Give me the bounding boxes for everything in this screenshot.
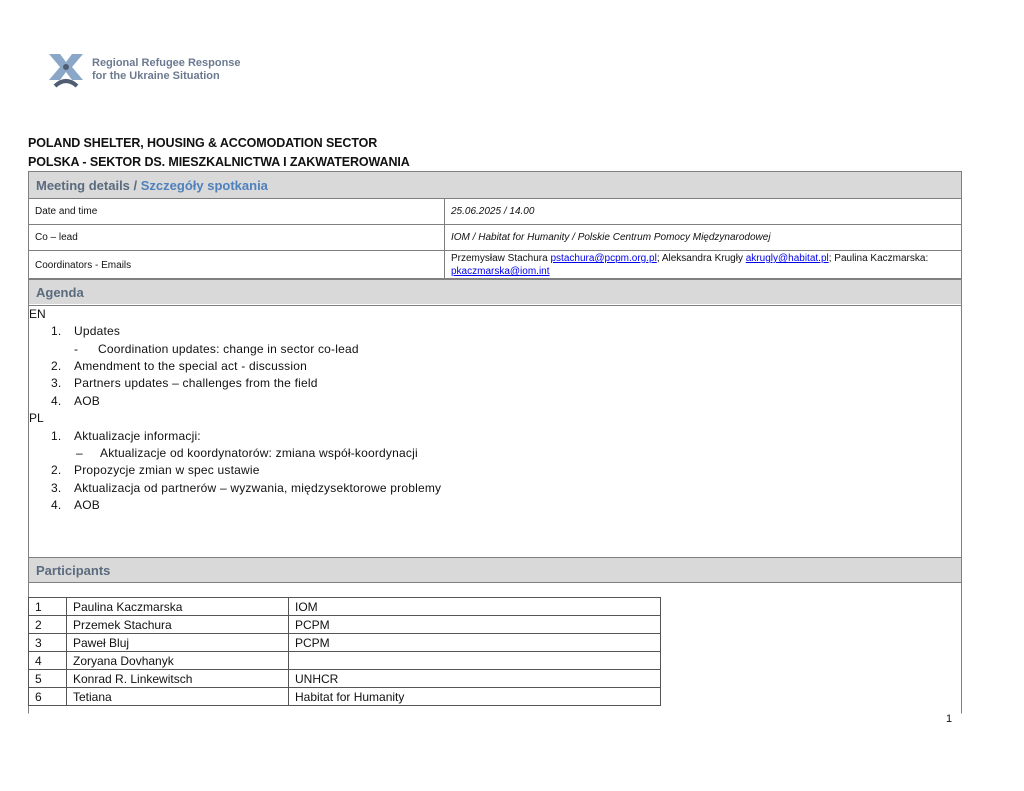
meeting-heading-separator: /: [129, 177, 141, 193]
table-row: [29, 652, 661, 670]
agenda-en-label: EN: [29, 307, 46, 321]
participant-name: Paweł Bluj: [67, 634, 289, 652]
rrp-logo-icon: [46, 50, 86, 90]
agenda-item-text: Partners updates – challenges from the field: [74, 376, 318, 390]
colead-value: IOM / Habitat for Humanity / Polskie Centrum Pomocy Międzynarodowej: [451, 232, 771, 243]
participant-name: Przemek Stachura: [67, 616, 289, 634]
participants-heading: Participants: [29, 558, 961, 582]
logo-text: [92, 57, 241, 83]
coordinators-label: Coordinators - Emails: [29, 251, 445, 279]
coordinator-1-name: Przemysław Stachura: [451, 253, 551, 264]
coordinator-2-email-link[interactable]: akrugly@habitat.pl: [745, 253, 829, 264]
table-row: [29, 670, 661, 688]
agenda-item-text: AOB: [74, 498, 100, 512]
meeting-row-date: [29, 198, 961, 224]
table-row: [29, 688, 661, 706]
logo-line-1: Regional Refugee Response: [92, 57, 241, 69]
agenda-item-text: Amendment to the special act - discussion: [74, 359, 307, 373]
logo: [46, 50, 241, 90]
agenda-en-item: [51, 359, 307, 373]
document-title-pl: POLSKA - SEKTOR DS. MIESZKALNICTWA I ZAKWATEROWANIA: [28, 155, 410, 169]
participant-organization: UNHCR: [289, 670, 661, 688]
coordinator-3-name: ; Paulina Kaczmarska:: [828, 253, 931, 264]
agenda-heading-box: [28, 279, 962, 306]
agenda-item-text: Propozycje zmian w spec ustawie: [74, 463, 260, 477]
table-row: [29, 634, 661, 652]
participant-number: 1: [29, 598, 67, 616]
agenda-item-number: 4.: [51, 394, 62, 408]
participants-table: [28, 597, 661, 706]
colead-label: Co – lead: [29, 225, 445, 250]
agenda-en-subitem: [74, 342, 359, 356]
participant-organization: PCPM: [289, 616, 661, 634]
date-label: Date and time: [29, 199, 445, 224]
agenda-item-text: Aktualizacje od koordynatorów: zmiana współ-koordynacji: [100, 446, 418, 460]
meeting-row-colead: [29, 224, 961, 250]
table-row: [29, 598, 661, 616]
participant-number: 4: [29, 652, 67, 670]
agenda-pl-item: [51, 463, 260, 477]
agenda-item-number: 3.: [51, 376, 62, 390]
date-value: 25.06.2025 / 14.00: [451, 206, 535, 217]
agenda-item-number: 1.: [51, 429, 62, 443]
participant-number: 6: [29, 688, 67, 706]
agenda-item-text: AOB: [74, 394, 100, 408]
participant-name: Tetiana: [67, 688, 289, 706]
agenda-item-text: Updates: [74, 324, 121, 338]
meeting-details-heading: [29, 172, 961, 198]
participant-name: Konrad R. Linkewitsch: [67, 670, 289, 688]
agenda-pl-label: PL: [29, 411, 44, 425]
agenda-item-number: 2.: [51, 359, 62, 373]
agenda-item-number: 3.: [51, 481, 62, 495]
page-number: 1: [946, 713, 953, 725]
table-row: [29, 616, 661, 634]
agenda-item-number: 1.: [51, 324, 62, 338]
agenda-body: [28, 305, 962, 557]
coordinator-3-email-link[interactable]: pkaczmarska@iom.int: [451, 266, 550, 277]
participant-number: 2: [29, 616, 67, 634]
meeting-row-coordinators: [29, 250, 961, 279]
coordinator-2-name: ; Aleksandra Krugły: [656, 253, 746, 264]
agenda-item-text: Coordination updates: change in sector co-lead: [98, 342, 359, 356]
participants-heading-box: [28, 557, 962, 583]
participant-organization: Habitat for Humanity: [289, 688, 661, 706]
agenda-item-number: 2.: [51, 463, 62, 477]
agenda-pl-subitem: [76, 446, 418, 460]
participant-organization: [289, 652, 661, 670]
agenda-item-text: Aktualizacja od partnerów – wyzwania, międzysektorowe problemy: [74, 481, 442, 495]
meeting-details-table: [28, 171, 962, 279]
coordinator-1-email-link[interactable]: pstachura@pcpm.org.pl: [550, 253, 657, 264]
agenda-item-bullet: –: [76, 446, 83, 460]
agenda-en-item: [51, 394, 100, 408]
agenda-en-item: [51, 376, 318, 390]
coordinators-value: [445, 251, 961, 279]
logo-line-2: for the Ukraine Situation: [92, 70, 220, 82]
participant-organization: IOM: [289, 598, 661, 616]
agenda-item-bullet: -: [74, 342, 79, 356]
agenda-heading: Agenda: [29, 279, 961, 304]
participant-name: Paulina Kaczmarska: [67, 598, 289, 616]
agenda-item-text: Aktualizacje informacji:: [74, 429, 201, 443]
agenda-item-number: 4.: [51, 498, 62, 512]
meeting-heading-pl: Szczegóły spotkania: [140, 177, 268, 193]
agenda-pl-item: [51, 498, 100, 512]
participant-organization: PCPM: [289, 634, 661, 652]
agenda-en-item: [51, 324, 120, 338]
agenda-pl-item: [51, 481, 441, 495]
participant-number: 5: [29, 670, 67, 688]
participant-number: 3: [29, 634, 67, 652]
meeting-heading-en: Meeting details: [36, 177, 130, 193]
participant-name: Zoryana Dovhanyk: [67, 652, 289, 670]
document-title-en: POLAND SHELTER, HOUSING & ACCOMODATION SECTOR: [28, 136, 378, 150]
agenda-pl-item: [51, 429, 201, 443]
